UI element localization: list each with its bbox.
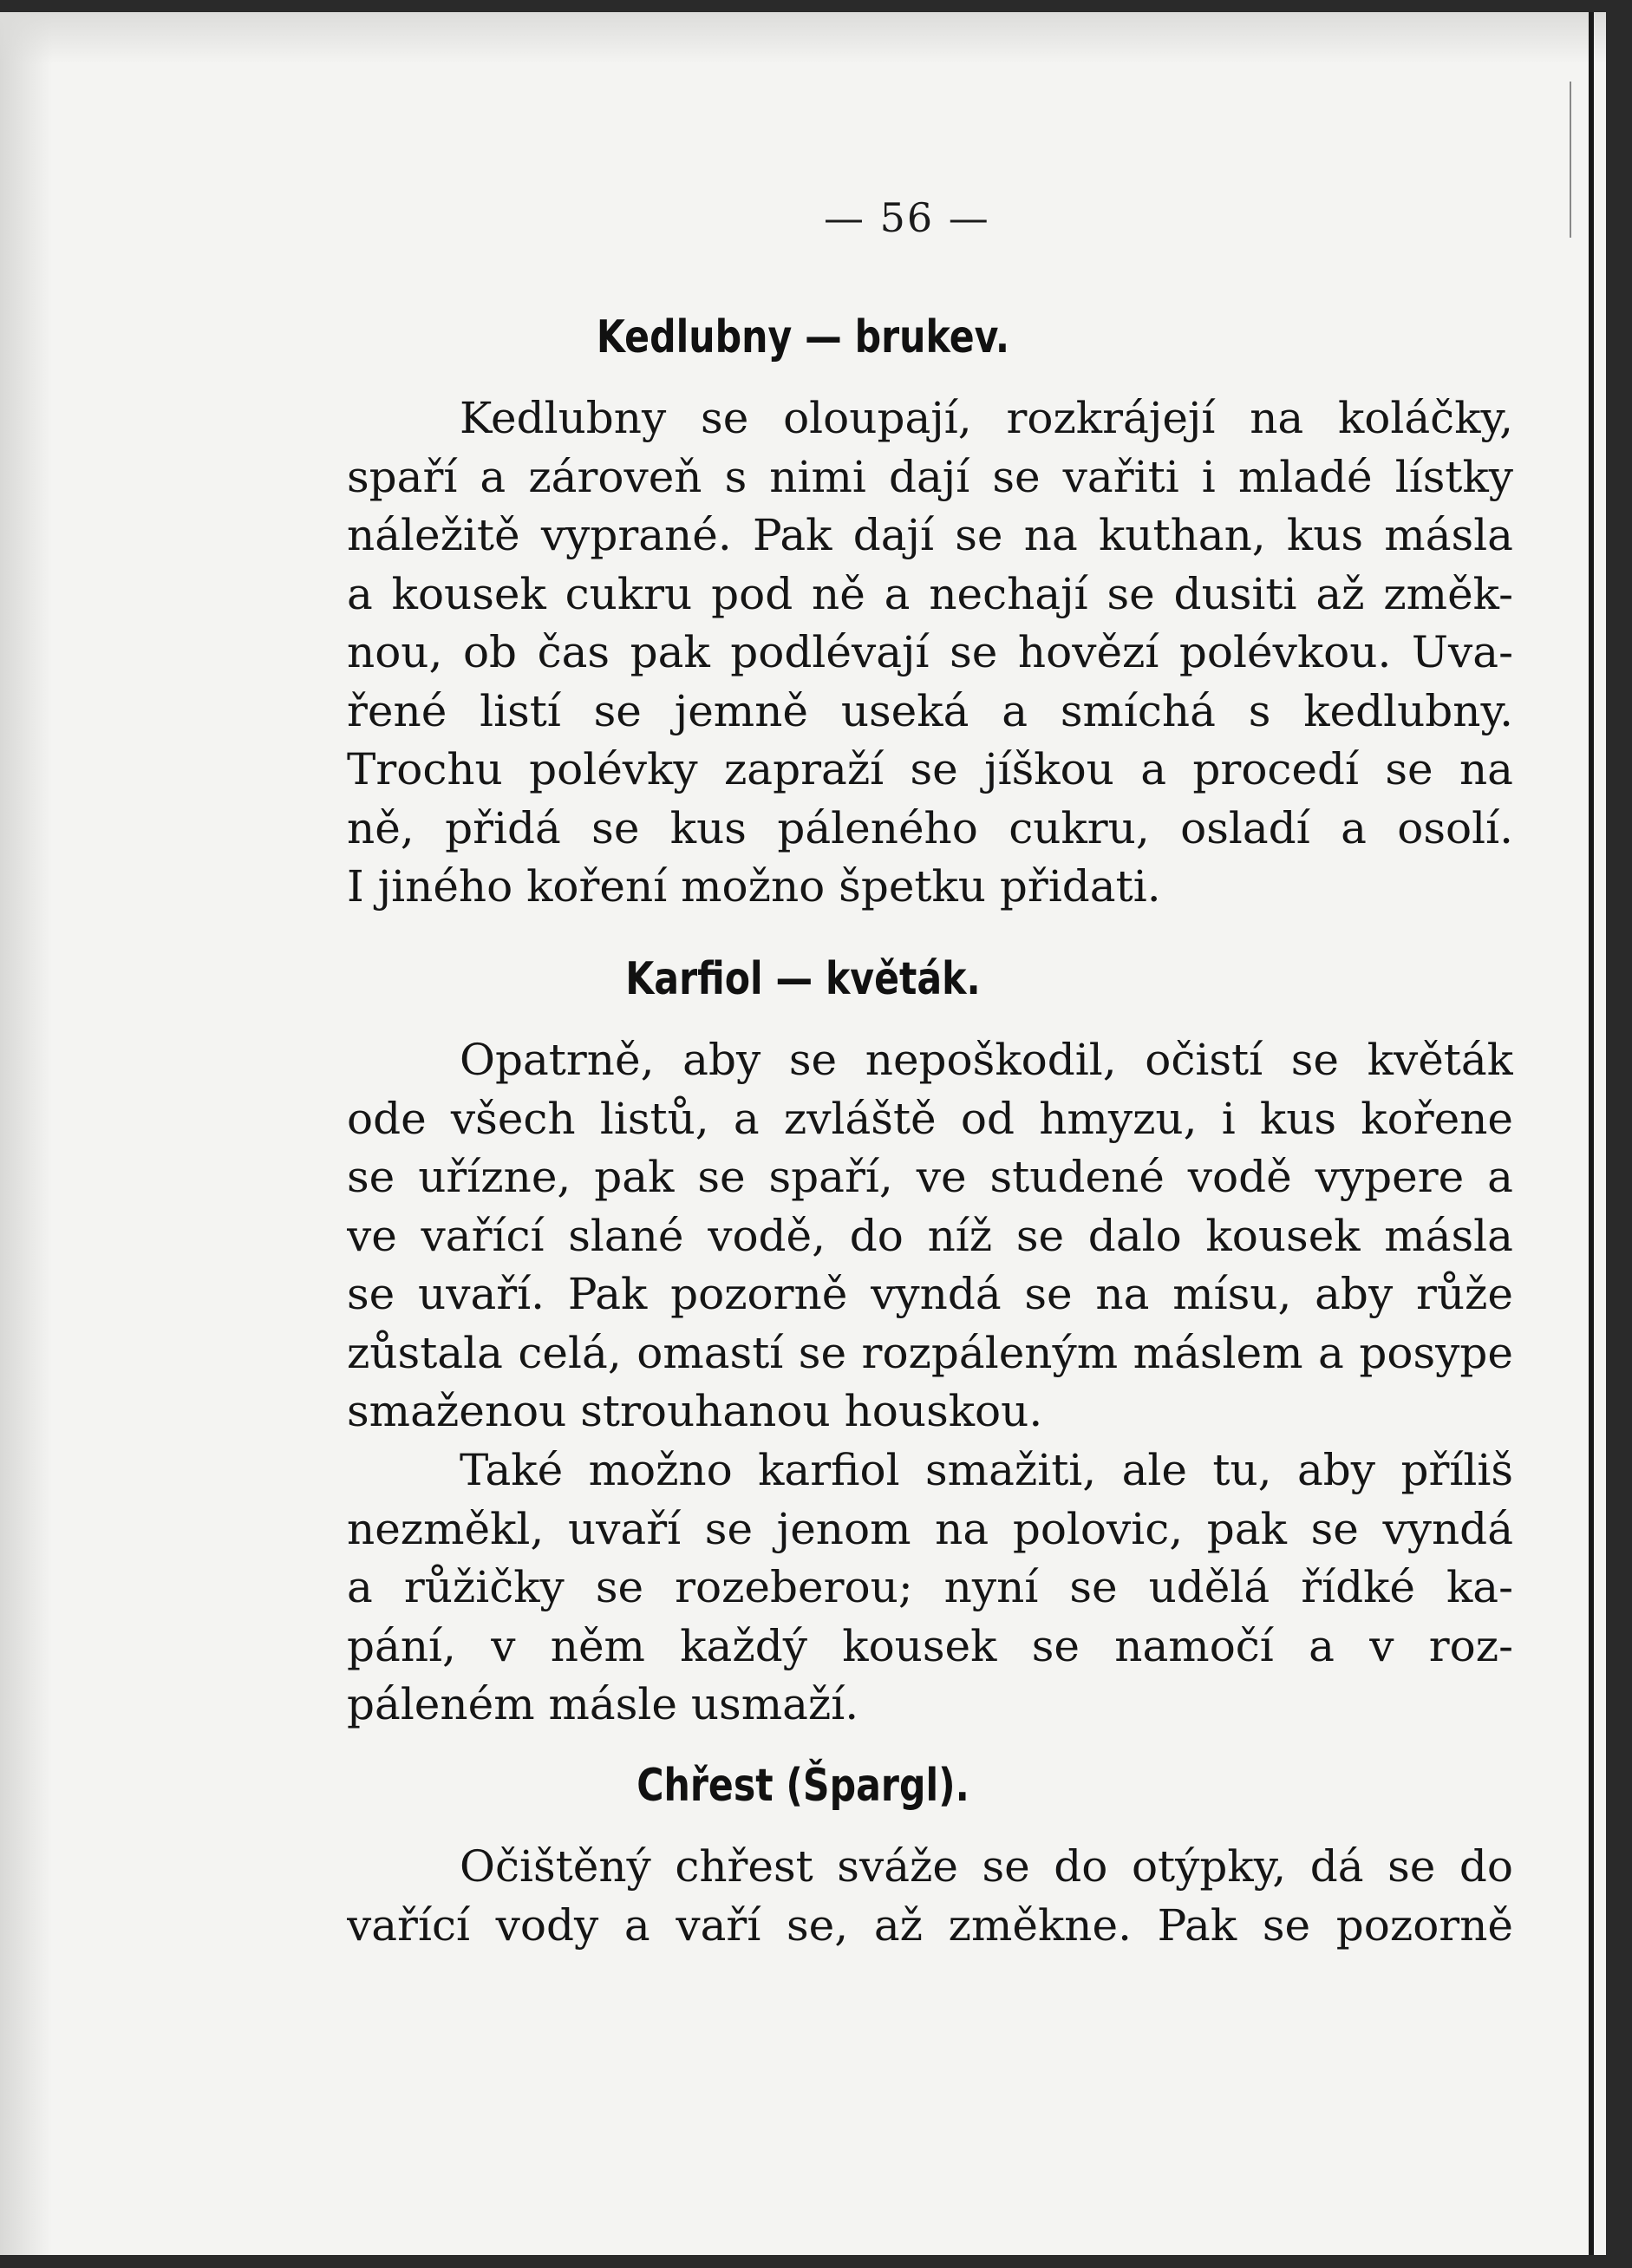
page-top-shadow — [0, 12, 1606, 64]
page-number: — 56 — — [824, 194, 990, 241]
text-line: nezměkl, uvaří se jenom na polovic, pak se vyndá — [347, 1503, 1513, 1554]
book-page — [0, 12, 1606, 2255]
paragraph — [347, 1838, 1513, 1955]
text-line: se uřízne, pak se spaří, ve studené vodě vypere a — [347, 1152, 1513, 1202]
text-line: ve vařící slané vodě, do níž se dalo kousek másla — [347, 1210, 1513, 1261]
text-line: smaženou strouhanou houskou. — [347, 1386, 1043, 1436]
section-heading-chrest: Chřest (Špargl). — [636, 1760, 969, 1812]
section-heading-karfiol: Karfiol — květák. — [625, 953, 981, 1005]
text-line: ně, přidá se kus páleného cukru, osladí a osolí. — [347, 802, 1513, 853]
text-line: vařící vody a vaří se, až změkne. Pak se pozorně — [347, 1899, 1513, 1951]
text-line: a růžičky se rozeberou; nyní se udělá řídké ka- — [347, 1562, 1513, 1612]
section-heading-kedlubny: Kedlubny — brukev. — [596, 311, 1010, 363]
text-line: spaří a zároveň s nimi dají se vařiti i mladé lístky — [347, 451, 1513, 502]
text-line: Očištěný chřest sváže se do otýpky, dá se do — [460, 1841, 1513, 1892]
text-line: Trochu polévky zapraží se jíškou a procedí se na — [347, 744, 1513, 794]
text-line: zůstala celá, omastí se rozpáleným máslem a posype — [347, 1327, 1513, 1378]
text-line: náležitě vyprané. Pak dají se na kuthan, kus másla — [347, 510, 1513, 560]
paragraph — [347, 389, 1513, 917]
text-line: Opatrně, aby se nepoškodil, očistí se květák — [460, 1035, 1513, 1085]
binding-mark — [1570, 82, 1571, 238]
text-line: Kedlubny se oloupají, rozkrájejí na koláčky, — [460, 393, 1513, 443]
paragraph — [347, 1031, 1513, 1441]
text-line: nou, ob čas pak podlévají se hovězí polévkou. Uva- — [347, 627, 1513, 677]
text-line: pání, v něm každý kousek se namočí a v roz- — [347, 1620, 1513, 1671]
page-edge-shadow — [0, 12, 52, 2255]
text-line: ode všech listů, a zvláště od hmyzu, i kus kořene — [347, 1093, 1513, 1144]
text-line: I jiného koření možno špetku přidati. — [347, 861, 1161, 912]
text-line: páleném másle usmaží. — [347, 1679, 859, 1729]
text-line: řené listí se jemně useká a smíchá s kedlubny. — [347, 685, 1513, 736]
text-line: Také možno karfiol smažiti, ale tu, aby příliš — [460, 1445, 1513, 1495]
text-line: se uvaří. Pak pozorně vyndá se na mísu, aby růže — [347, 1269, 1513, 1319]
text-line: a kousek cukru pod ně a nechají se dusiti až změk- — [347, 568, 1513, 619]
binding-edge — [1589, 12, 1594, 2255]
paragraph — [347, 1441, 1513, 1735]
